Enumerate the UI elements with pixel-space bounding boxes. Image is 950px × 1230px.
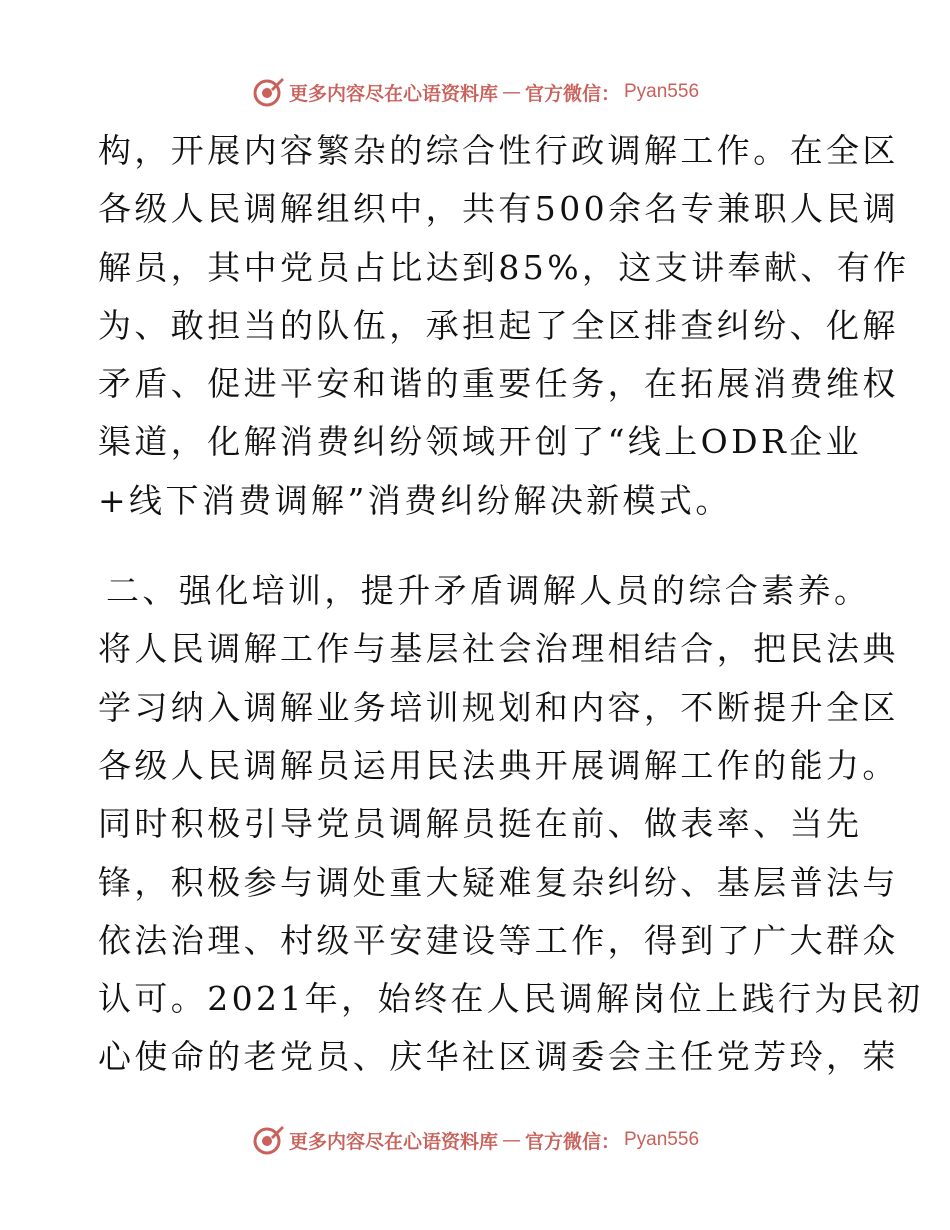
paragraph-1	[98, 122, 910, 530]
document-body	[98, 122, 924, 1087]
paragraph-2	[98, 620, 924, 1086]
watermark-site-text: 更多内容尽在心语资料库	[288, 82, 498, 105]
footer-watermark	[0, 1120, 950, 1160]
watermark-wechat-label: 官方微信：	[524, 1130, 620, 1153]
watermark-wechat-label: 官方微信：	[524, 82, 620, 105]
text-line: 依法治理、村级平安建设等工作，得到了广大群众	[98, 920, 899, 960]
logo-icon	[251, 75, 285, 109]
watermark-site-text: 更多内容尽在心语资料库	[288, 1130, 498, 1153]
text-line: 学习纳入调解业务培训规划和内容，不断提升全区	[98, 687, 899, 727]
logo-icon	[251, 1123, 285, 1157]
text-line: 各级人民调解员运用民法典开展调解工作的能力。	[98, 745, 899, 785]
text-line: 认可。2021年，始终在人民调解岗位上践行为民初	[98, 979, 924, 1019]
section-heading: 二、强化培训，提升矛盾调解人员的综合素养。	[106, 571, 871, 611]
text-line: 渠道，化解消费纠纷领域开创了“线上ODR企业	[98, 422, 863, 462]
text-line: 构，开展内容繁杂的综合性行政调解工作。在全区	[98, 131, 899, 170]
watermark-separator: —	[501, 1129, 521, 1151]
text-line: 解员，其中党员占比达到85%，这支讲奉献、有作	[98, 247, 910, 287]
text-line: 心使命的老党员、庆华社区调委会主任党芳玲，荣	[98, 1037, 899, 1077]
text-line: 各级人民调解组织中，共有500余名专兼职人民调	[98, 189, 900, 229]
watermark-separator: —	[501, 81, 521, 103]
watermark-wechat-id: Pyan556	[624, 1129, 700, 1150]
text-line: 将人民调解工作与基层社会治理相结合，把民法典	[98, 629, 899, 669]
text-line: +线下消费调解”消费纠纷解决新模式。	[98, 480, 732, 520]
text-line: 同时积极引导党员调解员挺在前、做表率、当先	[98, 804, 863, 844]
text-line: 矛盾、促进平安和谐的重要任务，在拓展消费维权	[98, 364, 899, 404]
text-line: 为、敢担当的队伍，承担起了全区排查纠纷、化解	[98, 305, 899, 345]
text-line: 锋，积极参与调处重大疑难复杂纠纷、基层普法与	[98, 862, 899, 902]
header-watermark	[0, 72, 950, 112]
watermark-wechat-id: Pyan556	[624, 81, 700, 102]
